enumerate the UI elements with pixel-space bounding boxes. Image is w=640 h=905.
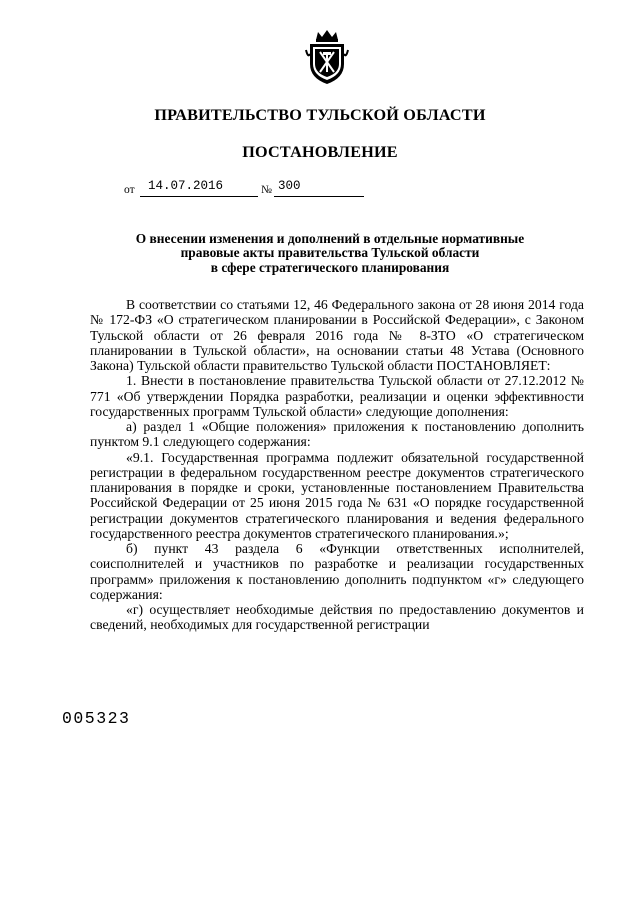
number-label: № [261, 184, 272, 196]
body-paragraph: «9.1. Государственная программа подлежит обязательной государственной регистрации в федеральном государственном реестре документов стратегического планирования в порядке и сроки, установленные постановлением Правительства Российской Федерации от 25 июня 2015 года № 631 «О порядке государственной регистрации документов стратегического планирования и ведения федерального государственного реестра документов стратегического планирования.»; [90, 449, 584, 541]
number-underline [274, 196, 364, 197]
document-body [90, 297, 584, 633]
subject-line: в сфере стратегического планирования [210, 259, 450, 275]
tula-coat-of-arms-icon [304, 28, 350, 86]
organization-title: ПРАВИТЕЛЬСТВО ТУЛЬСКОЙ ОБЛАСТИ [154, 106, 486, 124]
subject-line: правовые акты правительства Тульской области [180, 245, 480, 261]
body-paragraph: б) пункт 43 раздела 6 «Функции ответственных исполнителей, соисполнителей и участников по разработке и реализации государственных программ» приложения к постановлению дополнить подпунктом «г» следующего содержания: [90, 541, 584, 602]
serial-number: 005323 [62, 709, 131, 728]
date-value: 14.07.2016 [148, 179, 224, 193]
document-type: ПОСТАНОВЛЕНИЕ [242, 143, 398, 161]
date-label: от [124, 184, 135, 196]
body-paragraph: а) раздел 1 «Общие положения» приложения к постановлению дополнить пунктом 9.1 следующего содержания: [90, 419, 584, 450]
date-underline [140, 196, 258, 197]
body-paragraph: «г) осуществляет необходимые действия по предоставлению документов и сведений, необходимых для государственной регистрации [90, 602, 584, 633]
document-subject [100, 232, 560, 275]
body-paragraph: 1. Внести в постановление правительства Тульской области от 27.12.2012 № 771 «Об утверждении Порядка разработки, реализации и оценки эффективности государственных программ Тульской области» следующие дополнения: [90, 373, 584, 419]
subject-line: О внесении изменения и дополнений в отдельные нормативные [135, 231, 525, 246]
body-paragraph: В соответствии со статьями 12, 46 Федерального закона от 28 июня 2014 года № 172-ФЗ «О стратегическом планировании в Российской Федерации», с Законом Тульской области от 26 февраля 2016 года № 8-ЗТО «О стратегическом планировании в Тульской области», на основании статьи 48 Устава (Основного Закона) Тульской области правительство Тульской области ПОСТАНОВЛЯЕТ: [90, 297, 584, 373]
number-value: 300 [278, 179, 301, 193]
